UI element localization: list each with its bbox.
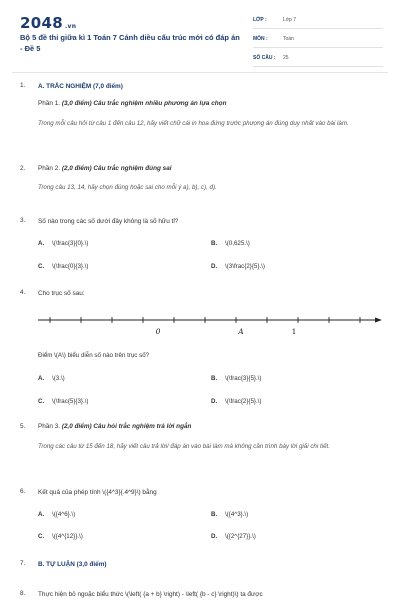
info-row-subject — [253, 33, 383, 48]
question-number: 4. — [20, 289, 26, 296]
question-text: Kết quả của phép tính \({4^3}{.4^9}\) bằng — [38, 489, 157, 496]
document-title: Bộ 5 đề thi giữa kì 1 Toán 7 Cánh diều cấu trúc mới có đáp án - Đề 5 — [20, 33, 240, 53]
axis-label-one: 1 — [291, 327, 297, 336]
option-text: \({4^{12}}.\) — [52, 533, 83, 540]
option-letter: D. — [211, 398, 218, 405]
option-letter: A. — [38, 511, 45, 518]
part-heading — [38, 423, 191, 430]
logo-suffix: .vn — [64, 23, 77, 30]
info-value: Toán — [283, 36, 294, 42]
section-heading: B. TỰ LUẬN (3,0 điểm) — [38, 561, 107, 568]
option-text: \({4^6}.\) — [52, 511, 76, 518]
option-letter: C. — [38, 533, 45, 540]
question-text: Số nào trong các số dưới đây không là số hữu tỉ? — [38, 218, 179, 225]
option-text: \(3\frac{2}{5}.\) — [225, 263, 265, 270]
question-text: Điểm \(A\) biểu diễn số nào trên trục số? — [38, 352, 150, 359]
option-letter: B. — [211, 240, 218, 247]
page-header — [0, 0, 400, 70]
part-label: Phần 2. — [38, 165, 61, 172]
option-text: \(\frac{3}{0}.\) — [52, 240, 89, 247]
option-letter: B. — [211, 511, 218, 518]
info-value: 25 — [283, 55, 289, 61]
option-text: \({4^3}.\) — [225, 511, 249, 518]
info-label: MÔN : — [253, 36, 268, 42]
option-d[interactable] — [211, 398, 261, 405]
part-label: Phần 1. — [38, 100, 61, 107]
question-number: 5. — [20, 423, 26, 430]
info-value: Lớp 7 — [283, 17, 297, 23]
option-d[interactable] — [211, 263, 265, 270]
option-letter: B. — [211, 375, 218, 382]
question-number: 7. — [20, 560, 26, 567]
info-row-count — [253, 52, 383, 67]
option-text: \({2^{27}}.\) — [225, 533, 256, 540]
option-text: \(3.\) — [52, 375, 65, 382]
question-number: 8. — [20, 590, 26, 597]
part-title: (2,0 điểm) Câu hỏi trắc nghiệm trả lời ngắn — [61, 423, 192, 430]
option-a[interactable] — [38, 375, 65, 382]
option-d[interactable] — [211, 533, 256, 540]
section-heading: A. TRẮC NGHIỆM (7,0 điểm) — [38, 83, 123, 90]
part-title: (2,0 điểm) Câu trắc nghiệm đúng sai — [61, 165, 172, 172]
option-text: \(0,625.\) — [225, 240, 250, 247]
logo-text: 2048 — [20, 14, 63, 32]
number-line-arrow — [375, 318, 382, 323]
option-text: \(\frac{0}{3}.\) — [52, 263, 89, 270]
document-info — [253, 14, 383, 71]
number-line-figure — [38, 308, 382, 342]
option-b[interactable] — [211, 375, 261, 382]
option-letter: C. — [38, 263, 45, 270]
option-c[interactable] — [38, 263, 88, 270]
question-number: 6. — [20, 488, 26, 495]
option-c[interactable] — [38, 533, 83, 540]
option-a[interactable] — [38, 511, 75, 518]
option-text: \(\frac{2}{5}.\) — [225, 398, 262, 405]
part-description: Trong các câu từ 15 đến 18, hãy viết câu trả lời/ đáp án vào bài làm mà không cần trình bày lời giải chi tiết. — [38, 443, 330, 450]
part-description: Trong câu 13, 14, hãy chọn đúng hoặc sai cho mỗi ý a), b), c), d). — [38, 184, 217, 191]
option-b[interactable] — [211, 240, 250, 247]
part-heading — [38, 165, 172, 172]
option-text: \(\frac{3}{5}.\) — [225, 375, 262, 382]
info-row-class — [253, 14, 383, 29]
axis-label-point-a: A — [238, 327, 244, 336]
question-number: 3. — [20, 217, 26, 224]
part-heading — [38, 100, 227, 107]
option-letter: D. — [211, 533, 218, 540]
info-label: LỚP : — [253, 17, 267, 23]
question-number: 2. — [20, 165, 26, 172]
header-divider — [12, 72, 388, 73]
option-b[interactable] — [211, 511, 248, 518]
question-text: Cho trục số sau: — [38, 290, 85, 297]
part-title: (3,0 điểm) Câu trắc nghiệm nhiều phương án lựa chọn — [61, 100, 227, 107]
question-subtext — [38, 352, 149, 359]
option-a[interactable] — [38, 240, 88, 247]
part-description: Trong mỗi câu hỏi từ câu 1 đến câu 12, hãy viết chữ cái in hoa đứng trước phương án đúng duy nhất vào bài làm. — [38, 120, 349, 127]
option-letter: D. — [211, 263, 218, 270]
question-text: Thực hiện bỏ ngoặc biểu thức \(\left( {a + b} \right) - \left( {b - c} \right)\) ta được — [38, 591, 263, 598]
option-text: \(\frac{5}{3}.\) — [52, 398, 89, 405]
option-letter: C. — [38, 398, 45, 405]
option-letter: A. — [38, 375, 45, 382]
option-c[interactable] — [38, 398, 88, 405]
part-label: Phần 3. — [38, 423, 61, 430]
info-label: SỐ CÂU : — [253, 55, 276, 61]
option-letter: A. — [38, 240, 45, 247]
question-number: 1. — [20, 82, 26, 89]
site-logo[interactable] — [20, 14, 76, 32]
axis-label-zero: 0 — [155, 327, 161, 336]
